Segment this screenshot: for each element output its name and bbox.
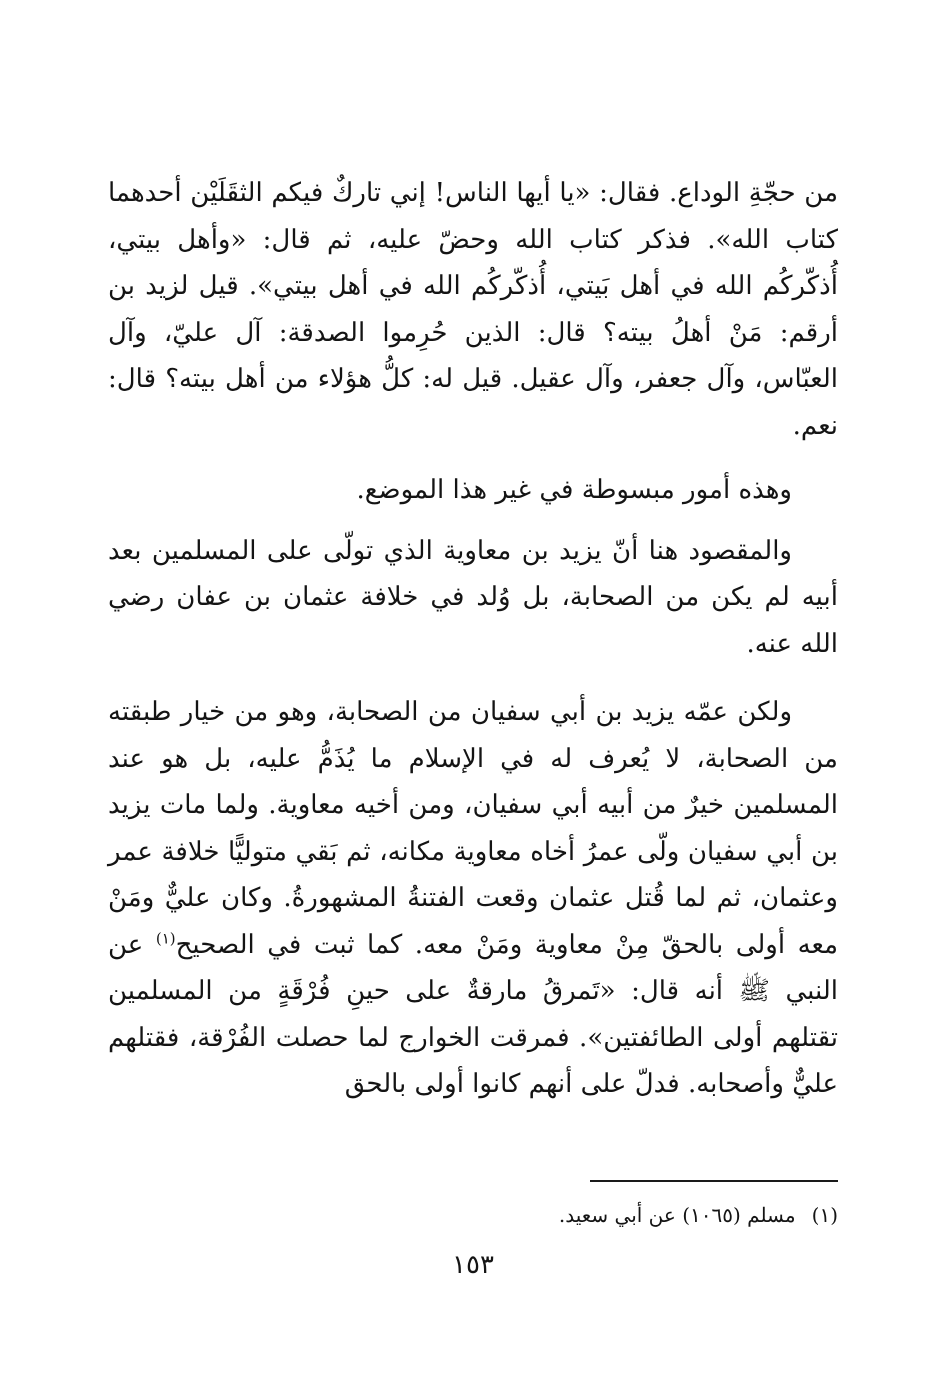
book-page [108, 170, 838, 1310]
paragraph-text: ولكن عمّه يزيد بن أبي سفيان من الصحابة، وهو من خيار طبقته من الصحابة، لا يُعرف له في الإسلام ما يُذَمُّ عليه، بل هو عند المسلمين خيرٌ من أبيه أبي سفيان، ومن أخيه معاوية. ولما مات يزيد بن أبي سفيان ولّى عمرُ أخاه معاوية مكانه، ثم بَقي متوليًّا خلافة عمر وعثمان، ثم لما قُتل عثمان وقعت الفتنةُ المشهورةُ. وكان عليٌّ ومَنْ معه أولى بالحقّ مِنْ معاوية ومَنْ معه. كما ثبت في الصحيح [108, 697, 838, 960]
main-text [108, 170, 838, 1108]
footnote-1 [108, 1200, 838, 1230]
paragraph-digression-note [108, 467, 838, 514]
paragraph-text: عن النبي ﷺ أنه قال: «تَمرقُ مارقةٌ على حينِ فُرْقَةٍ من المسلمين تقتلهم أولى الطائفتين». فمرقت الخوارج لما حصلت الفُرْقة، فقتلهم عليٌّ وأصحابه. فدلّ على أنهم كانوا أولى بالحق [108, 929, 838, 1099]
footnote-text: مسلم (١٠٦٥) عن أبي سعيد. [558, 1203, 796, 1227]
paragraph-yazid-ibn-muawiya [108, 528, 838, 668]
footnote-mark: (١) [811, 1203, 838, 1227]
paragraph-text: من حجّةِ الوداع. فقال: «يا أيها الناس! إني تاركٌ فيكم الثقَلَيْن أحدهما كتاب الله». فذكر كتاب الله وحضّ عليه، ثم قال: «وأهل بيتي، أُذكّركُم الله في أهل بَيتي، أُذكّركُم الله في أهل بيتي». قيل لزيد بن أرقم: مَنْ أهلُ بيته؟ قال: الذين حُرِموا الصدقة: آل عليّ، وآل العبّاس، وآل جعفر، وآل عقيل. قيل له: كلُّ هؤلاء من أهل بيته؟ قال: نعم. [108, 178, 838, 441]
paragraph-text: والمقصود هنا أنّ يزيد بن معاوية الذي تولّى على المسلمين بعد أبيه لم يكن من الصحابة، بل وُلد في خلافة عثمان بن عفان رضي الله عنه. [108, 535, 838, 659]
paragraph-yazid-ibn-abi-sufyan [108, 689, 838, 1108]
footnote-divider [590, 1180, 838, 1182]
footnotes [108, 1200, 838, 1230]
footnote-reference[interactable]: (١) [155, 928, 176, 947]
page-number: ١٥٣ [452, 1250, 494, 1280]
paragraph-text: وهذه أمور مبسوطة في غير هذا الموضع. [356, 475, 792, 505]
paragraph-hadith-thaqalayn [108, 170, 838, 449]
